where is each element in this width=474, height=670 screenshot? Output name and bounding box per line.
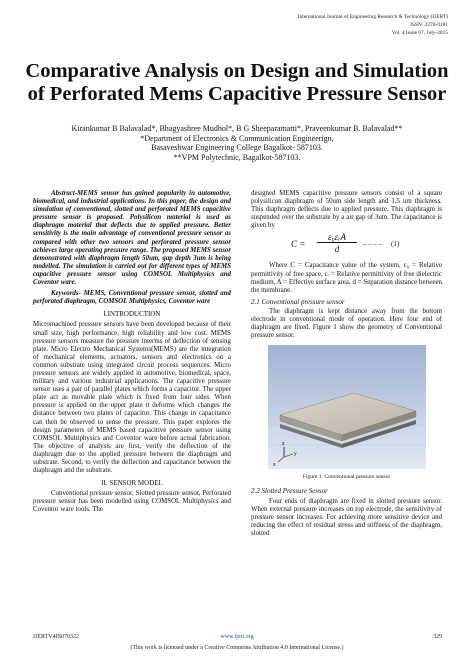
right-column (251, 190, 442, 538)
author-names: Kirankumar B Balavalad*, Bhagyashree Mudhol*, B G Sheeparamatti*, Praveenkumar B. Balavalad** (71, 124, 403, 133)
affiliation-1: *Department of Electronics & Communication Engineerign, (140, 133, 334, 143)
right-para-3: The diaphragm is kept distance away from the bottom electrode in conventional mode of operation. Here four end of diaphragm are fixed. Figure 1 show the geometry of Conventional pressure sensor. (251, 307, 442, 340)
journal-header (298, 13, 448, 37)
sensor-model-text: Conventional pressure sensor, Slotted pressure sensor, Perforated pressure sensor has been modelled using COMSOL Multiphysics and Coventor ware tools. The (33, 490, 231, 514)
footer-license: (This work is licensed under a Creative Commons Attribution 4.0 International License.) (130, 645, 344, 651)
keywords-text: MEMS, Conventional pressure sensor, slotted and perforated diaphragm, COMSOL Multiphysics, Coventor ware (33, 290, 231, 306)
right-para-4: Four ends of diaphragm are fixed in slotted pressure sensor. When external pressure increases on top electrode, the sensitivity of pressure sensor increases. For achieving more sensitive device and reducing the effect of residual stress and stiffness of the diaphragm, slotted (251, 497, 442, 537)
intro-text: Micromachined pressure sensors have been developed because of their small size, high performance, high reliability and low cost. MEMS pressure sensors measure the pressure interms of deflection of sensing plate. Micro Electro Mechanical Systems(MEMS) are the integration of mechanical elements, actuators, sensors and electronics on a common substrate using integrated circuit process sequences. Micro pressure sensors are widely applied in automotive, biomedical, space, military and various industrial applications. The capacitive pressure sensor uses a pair of parallel plates which forms a capacitor. The upper plate act as movable plate which is fixed from four sides. When pressure is applied on the upper plate it deforms which changes the distance between two plates of capacitor. This change in capacitance can then be observed to sense the pressure. This paper explores the design parameters of MEMS based capacitive pressure sensor using COMSOL Multiphysics and Coventor ware before actual fabrication. The objective of analysis are first, verify the deflection of the diaphragm due to the applied pressure between the diaphragm and substrate. Second, to verify the deflection and capacitance between the diaphragm and the substrate. (33, 321, 231, 475)
eq-denominator: d (334, 244, 340, 255)
issn: ISSN: 2278-0181 (410, 22, 448, 28)
paper-title (24, 60, 450, 106)
eq-dashes: – – – – (363, 240, 383, 249)
subsection-2-2: 2.2 Slotted Pressure Sensor (251, 487, 328, 496)
footer-website-link[interactable]: www.ijert.org (220, 634, 254, 640)
abstract-text: MEMS sensor has gained popularity in automotive, biomedical, and industrial applications. In this paper, the design and simulation of conventional, slotted and perforated MEMS capacitive pressure sensor is proposed. Polysilicon material is used as diaphragm material that deflects due to applied pressure. Better sensitivity is the main advantage of conventional pressure sensor as compared with other two sensors and perforated pressure sensor achieves large operating pressure range. The proposed MEMS sensor demonstrated with diaphragm length 50um, gap depth 3um is being modelled. The simulation is carried out for different types of MEMS capacitive pressure sensor using COMSOL Multiphysics and Coventor ware. (33, 190, 231, 287)
affiliation-2: Basaveshwar Engineering College Bagalkot- 587103. (151, 143, 323, 152)
capacitance-equation (251, 234, 442, 256)
abstract-lead: Abstract- (51, 190, 78, 197)
abstract (33, 190, 231, 287)
intro-heading: I.INTRODUCTION (103, 310, 161, 319)
figure-1-caption: Figure 1. Conventional pressure sensor (302, 474, 391, 481)
axis-x-label: x (272, 462, 275, 469)
journal-name: International Journal of Engineering Research & Technology (IJERT) (297, 14, 448, 20)
keywords-lead: Keywords- (51, 290, 81, 298)
right-para-1: designed MEMS capacitive pressure sensors consist of a square polysilicon diaphragm of 50um side length and 1.5 um thickness. This diaphragm deflects due to applied pressure. This diaphragm is suspended over the substrate by a air gap of 3um. The capacitance is given by (251, 190, 442, 230)
left-column (33, 190, 231, 515)
author-block (30, 124, 444, 162)
conventional-sensor-figure (268, 345, 426, 469)
affiliation-3: **VPM Polytechnic, Bagalkot-587103. (173, 152, 301, 162)
footer-page-number: 329 (433, 634, 442, 640)
title-line-2: of Perforated Mems Capacitive Pressure Sensor (27, 83, 447, 105)
right-para-2: Where C = Capacitance value of the system, ε₀ = Relative permittivity of free space, εᵣ = Relative permittivity of free dielectric medium, A = Effective surface area, d = Separation distance between the membrane. (251, 262, 442, 294)
subsection-2-1: 2.1 Conventional pressure sensor (251, 297, 345, 306)
figure-1 (268, 345, 426, 469)
eq-numerator: ε₀εᵣA (317, 233, 357, 242)
axis-z-label: z (281, 441, 284, 448)
volume-info: Vol. 4 Issue 07, July-2015 (391, 30, 448, 36)
footer-paper-id: IJERTV4IS070322 (33, 634, 79, 640)
eq-number: (1) (391, 240, 400, 249)
axis-y-label: y (293, 451, 296, 458)
title-line-1: Comparative Analysis on Design and Simulation (25, 60, 449, 82)
eq-left: C = (291, 239, 306, 250)
sensor-model-heading: II. SENSOR MODEL (101, 479, 163, 488)
keywords (33, 290, 231, 306)
